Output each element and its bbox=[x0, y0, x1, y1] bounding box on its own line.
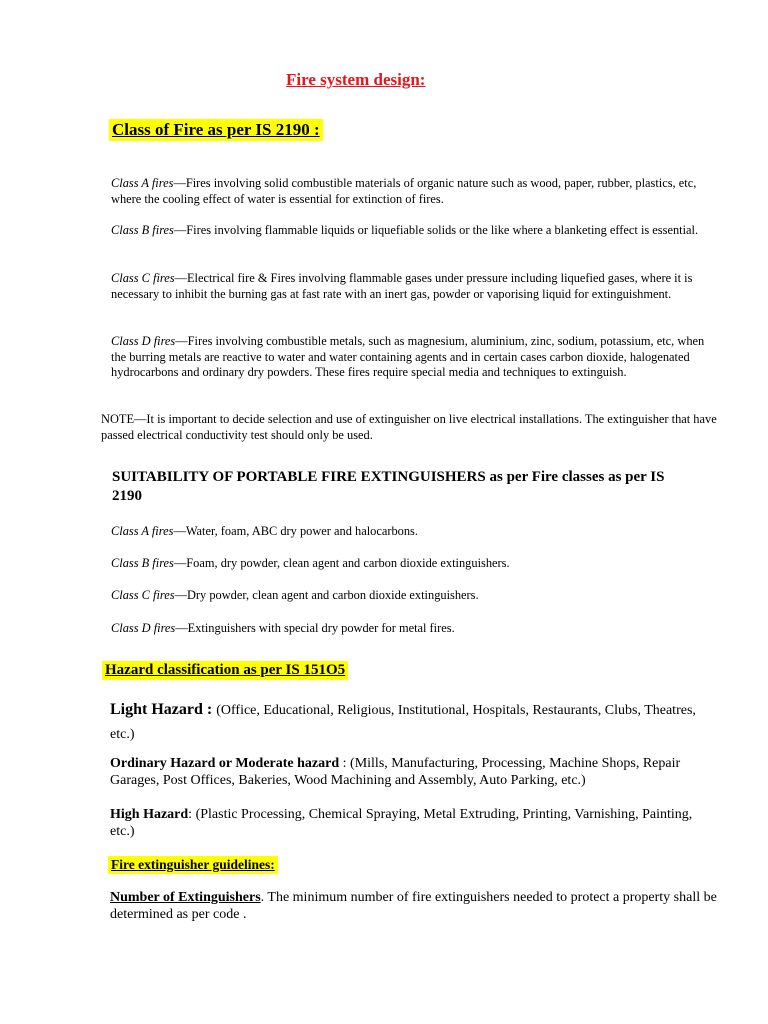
class-a-paragraph bbox=[111, 176, 711, 207]
class-label: Class A fires bbox=[111, 524, 174, 538]
hazard-text: (Office, Educational, Religious, Institutional, Hospitals, Restaurants, Clubs, Theatres, etc.) bbox=[110, 703, 696, 742]
class-c-paragraph bbox=[111, 271, 711, 302]
hazard-label: Ordinary Hazard or Moderate hazard bbox=[110, 756, 340, 771]
hazard-sep: : bbox=[339, 756, 351, 771]
class-label: Class A fires bbox=[111, 176, 174, 190]
hazard-text: (Plastic Processing, Chemical Spraying, Metal Extruding, Printing, Varnishing, Painting, etc.) bbox=[110, 807, 693, 839]
light-hazard bbox=[110, 698, 710, 747]
class-d-paragraph bbox=[111, 334, 711, 381]
hazard-sep: : bbox=[202, 701, 217, 718]
suitability-a bbox=[111, 524, 418, 539]
hazard-label: High Hazard bbox=[110, 807, 189, 822]
class-text: —Fires involving solid combustible materials of organic nature such as wood, paper, rubber, plastics, etc, where the cooling effect of water is essential for extinction of fires. bbox=[111, 176, 697, 206]
class-of-fire-heading: Class of Fire as per IS 2190 : bbox=[109, 119, 323, 141]
hazard-heading: Hazard classification as per IS 151O5 bbox=[102, 661, 348, 680]
class-label: Class C fires bbox=[111, 271, 175, 285]
class-text: —Fires involving combustible metals, such as magnesium, aluminium, zinc, sodium, potassium, etc, when the burring metals are reactive to water and water containing agents and in certain cases carbon dioxide, halogenated hydrocarbons and ordinary dry powders. These fires require special media and techniques to extinguish. bbox=[111, 334, 705, 380]
number-label: Number of Extinguishers bbox=[110, 890, 261, 905]
note-paragraph: NOTE—It is important to decide selection and use of extinguisher on live electrical installations. The extinguisher that have passed electrical conductivity test should only be used. bbox=[101, 412, 717, 442]
class-label: Class B fires bbox=[111, 223, 174, 237]
class-label: Class D fires bbox=[111, 621, 176, 635]
class-text: —Fires involving flammable liquids or liquefiable solids or the like where a blanketing effect is essential. bbox=[173, 223, 699, 237]
hazard-text: (Mills, Manufacturing, Processing, Machine Shops, Repair Garages, Post Offices, Bakeries, Wood Machining and Assembly, Auto Parking, etc.) bbox=[110, 756, 681, 788]
hazard-label: Light Hazard bbox=[110, 701, 203, 718]
suitability-d bbox=[111, 621, 455, 636]
high-hazard bbox=[110, 807, 720, 840]
hazard-sep: : bbox=[188, 807, 196, 822]
ordinary-hazard bbox=[110, 756, 720, 789]
class-text: —Electrical fire & Fires involving flammable gases under pressure including liquefied gases, where it is necessary to inhibit the burning gas at fast rate with an inert gas, powder or vaporising liquid for extinguishment. bbox=[111, 271, 693, 301]
class-text: —Water, foam, ABC dry power and halocarbons. bbox=[173, 524, 418, 538]
number-of-extinguishers bbox=[110, 890, 720, 923]
page-title: Fire system design: bbox=[286, 70, 426, 89]
class-text: —Extinguishers with special dry powder for metal fires. bbox=[175, 621, 455, 635]
class-label: Class B fires bbox=[111, 556, 174, 570]
suitability-heading: SUITABILITY OF PORTABLE FIRE EXTINGUISHERS as per Fire classes as per IS 2190 bbox=[112, 469, 665, 504]
class-text: —Dry powder, clean agent and carbon dioxide extinguishers. bbox=[174, 588, 479, 602]
suitability-b bbox=[111, 556, 510, 571]
class-label: Class C fires bbox=[111, 588, 175, 602]
number-text: . The minimum number of fire extinguishers needed to protect a property shall be determined as per code . bbox=[110, 890, 717, 922]
class-b-paragraph bbox=[111, 223, 711, 239]
class-label: Class D fires bbox=[111, 334, 176, 348]
guidelines-heading: Fire extinguisher guidelines: bbox=[108, 856, 278, 874]
class-text: —Foam, dry powder, clean agent and carbon dioxide extinguishers. bbox=[173, 556, 510, 570]
suitability-c bbox=[111, 588, 479, 603]
